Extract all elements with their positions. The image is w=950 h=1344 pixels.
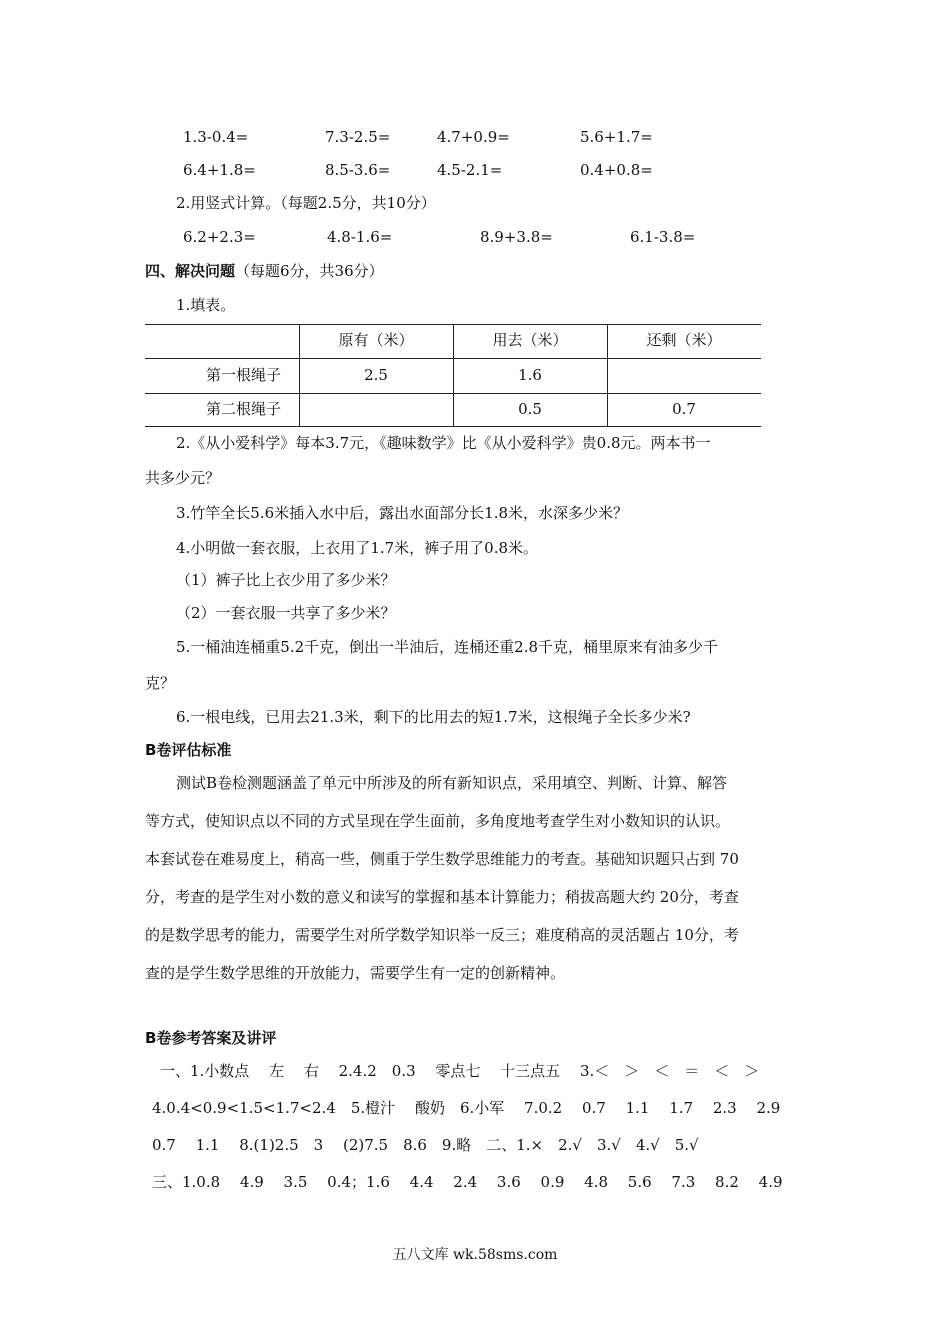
answer-line: 一、1.小数点 左 右 2.4.2 0.3 零点七 十三点五 3.＜ ＞ ＜ ＝ ＜ ＞ <box>160 1062 760 1080</box>
problem-1: 1.填表。 <box>176 296 236 314</box>
answer-line: 4.0.4<0.9<1.5<1.7<2.4 5.橙汁 酸奶 6.小军 7.0.2 0.7 1.1 1.7 2.3 2.9 <box>152 1099 781 1117</box>
answer-line: 三、1.0.8 4.9 3.5 0.4；1.6 4.4 2.4 3.6 0.9 4.8 5.6 7.3 8.2 4.9 <box>152 1173 783 1191</box>
calc-item: 7.3-2.5= <box>325 128 391 146</box>
eval-line: 查的是学生数学思维的开放能力，需要学生有一定的创新精神。 <box>145 964 566 982</box>
eval-title: B卷评估标准 <box>145 741 232 759</box>
table-row-label: 第一根绳子 <box>205 366 281 384</box>
answer-title: B卷参考答案及讲评 <box>145 1029 277 1047</box>
calc-item: 6.4+1.8= <box>183 161 256 179</box>
problem-2-cont: 共多少元？ <box>145 469 221 487</box>
question-2-title: 2.用竖式计算。（每题2.5分，共10分） <box>176 194 436 212</box>
vertical-calc-item: 8.9+3.8= <box>480 228 553 246</box>
problem-4: 4.小明做一套衣服，上衣用了1.7米，裤子用了0.8米。 <box>176 539 539 557</box>
calc-item: 5.6+1.7= <box>580 128 653 146</box>
eval-paragraph <box>145 764 805 992</box>
problem-4-sub1: （1）裤子比上衣少用了多少米？ <box>176 571 396 589</box>
section-4-title: 四、解决问题 <box>145 262 236 280</box>
section-4-note: （每题6分，共36分） <box>235 262 384 280</box>
table-row-label: 第二根绳子 <box>205 400 281 418</box>
eval-line: 的是数学思考的能力，需要学生对所学数学知识举一反三；难度稍高的灵活题占 10分，考 <box>145 926 739 944</box>
answer-line: 0.7 1.1 8.(1)2.5 3 (2)7.5 8.6 9.略 二、1.× 2.√ 3.√ 4.√ 5.√ <box>152 1136 699 1154</box>
vertical-calc-item: 6.2+2.3= <box>183 228 256 246</box>
calc-item: 8.5-3.6= <box>325 161 391 179</box>
footer-watermark: 五八文库 wk.58sms.com <box>392 1247 558 1263</box>
table-cell: 2.5 <box>364 366 388 384</box>
vertical-calc-item: 4.8-1.6= <box>327 228 393 246</box>
table-cell: 0.7 <box>672 400 696 418</box>
eval-line: 本套试卷在难易度上，稍高一些，侧重于学生数学思维能力的考查。基础知识题只占到 70 <box>145 850 739 868</box>
problem-3: 3.竹竿全长5.6米插入水中后，露出水面部分长1.8米，水深多少米？ <box>176 504 629 522</box>
problem-6: 6.一根电线，已用去21.3米，剩下的比用去的短1.7米，这根绳子全长多少米? <box>176 708 691 726</box>
vertical-calc-item: 6.1-3.8= <box>630 228 696 246</box>
table-cell: 0.5 <box>518 400 542 418</box>
table-header: 还剩（米） <box>646 331 722 349</box>
eval-line: 等方式，使知识点以不同的方式呈现在学生面前，多角度地考查学生对小数知识的认识。 <box>145 812 731 830</box>
section-4-heading <box>145 261 384 281</box>
problem-5-cont: 克？ <box>145 674 176 692</box>
problem-4-sub2: （2）一套衣服一共享了多少米？ <box>176 604 396 622</box>
calc-item: 4.7+0.9= <box>437 128 510 146</box>
calc-item: 1.3-0.4= <box>183 128 249 146</box>
calc-item: 0.4+0.8= <box>580 161 653 179</box>
problem-2: 2.《从小爱科学》每本3.7元，《趣味数学》比《从小爱科学》贵0.8元。两本书一 <box>176 434 711 452</box>
eval-line: 测试B卷检测题涵盖了单元中所涉及的所有新知识点，采用填空、判断、计算、解答 <box>176 774 728 792</box>
problem-5: 5.一桶油连桶重5.2千克，倒出一半油后，连桶还重2.8千克，桶里原来有油多少千 <box>176 638 719 656</box>
eval-line: 分，考查的是学生对小数的意义和读写的掌握和基本计算能力；稍拔高题大约 20分，考查 <box>145 888 739 906</box>
table-header: 用去（米） <box>492 331 568 349</box>
table-header: 原有（米） <box>338 331 414 349</box>
calc-item: 4.5-2.1= <box>437 161 503 179</box>
table-cell: 1.6 <box>518 366 542 384</box>
